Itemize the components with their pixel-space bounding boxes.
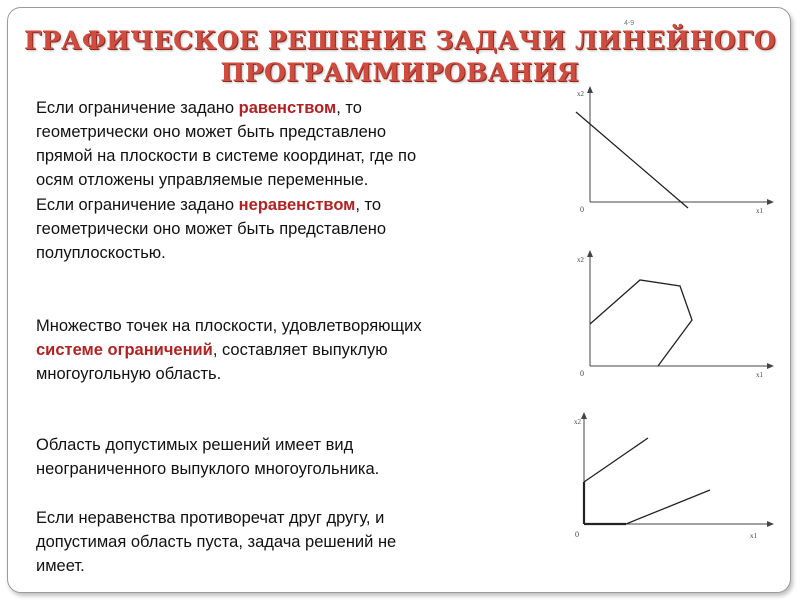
origin-label: 0 — [580, 369, 584, 378]
p5-line2: допустимая область пуста, задача решений не — [36, 533, 397, 551]
y-axis-label: x2 — [577, 256, 584, 264]
p2-text-a: Если ограничение задано — [36, 196, 239, 214]
slide-title-line1: ГРАФИЧЕСКОЕ РЕШЕНИЕ ЗАДАЧИ ЛИНЕЙНОГО — [23, 26, 777, 55]
y-axis-label: x2 — [577, 90, 584, 98]
p5-line3: имеет. — [36, 557, 85, 575]
graph-line — [568, 84, 778, 220]
origin-label: 0 — [575, 530, 579, 539]
highlight-equality: равенством — [238, 99, 337, 117]
p5-line1: Если неравенства противоречат друг другу, и — [36, 509, 385, 527]
p2-line3: полуплоскостью. — [36, 244, 166, 262]
paragraph-empty — [36, 506, 556, 578]
graph-polygon — [568, 248, 778, 384]
y-axis-arrow — [587, 86, 593, 93]
paragraph-unbounded — [36, 433, 556, 481]
constraint-line — [576, 112, 688, 208]
x-axis-label: x1 — [756, 207, 763, 215]
p2-line2: геометрически оно может быть представлено — [36, 220, 387, 238]
paragraph-inequality — [36, 193, 556, 265]
highlight-inequality: неравенством — [238, 196, 356, 214]
x-axis-label: x1 — [756, 371, 763, 379]
p2-text-b: , то — [355, 196, 382, 214]
feasible-polygon — [590, 280, 692, 366]
p4-line1: Область допустимых решений имеет вид — [36, 436, 354, 454]
p4-line2: неограниченного выпуклого многоугольника. — [36, 460, 380, 478]
paragraph-equality — [36, 96, 556, 192]
y-axis-arrow — [581, 412, 587, 419]
y-axis-arrow — [587, 250, 593, 257]
p1-line2: геометрически оно может быть представлено — [36, 123, 387, 141]
p1-line4: осям отложены управляемые переменные. — [36, 171, 369, 189]
origin-label: 0 — [580, 205, 584, 214]
p3-line3: многоугольную область. — [36, 365, 222, 383]
x-axis-arrow — [767, 521, 774, 527]
page-mark: 4-9 — [624, 20, 635, 27]
x-axis-arrow — [767, 363, 774, 369]
region-boundary-upper — [584, 438, 648, 482]
graph-unbounded — [568, 410, 778, 546]
x-axis-arrow — [767, 199, 774, 205]
p1-text-a: Если ограничение задано — [36, 99, 239, 117]
y-axis-label: x2 — [574, 418, 581, 426]
p3-line1: Множество точек на плоскости, удовлетворяющих — [36, 317, 422, 335]
p1-text-b: , то — [336, 99, 362, 117]
p1-line3: прямой на плоскости в системе координат, где по — [36, 147, 417, 165]
highlight-system: системе ограничений — [36, 341, 213, 359]
x-axis-label: x1 — [750, 532, 757, 540]
paragraph-system — [36, 314, 556, 386]
p3-text-b: , составляет выпуклую — [212, 341, 388, 359]
slide-title-line2: ПРОГРАММИРОВАНИЯ — [220, 58, 580, 87]
region-boundary-lower — [626, 490, 710, 524]
